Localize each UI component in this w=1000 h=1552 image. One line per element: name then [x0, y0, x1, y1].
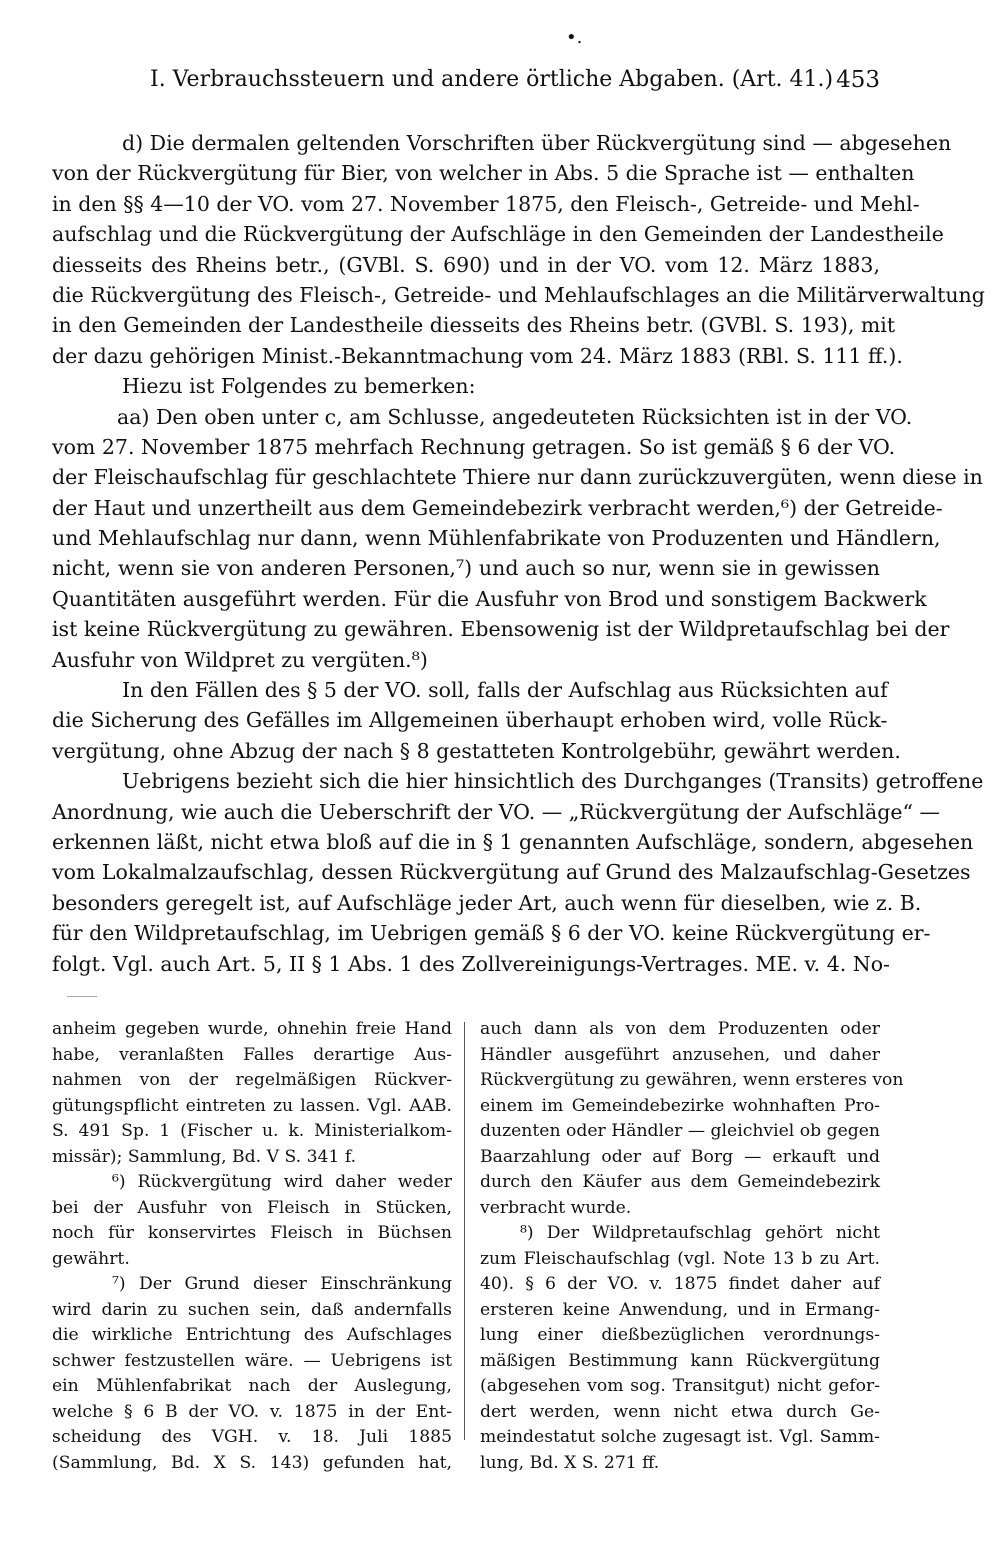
footnote-line: (Sammlung, Bd. X S. 143) gefunden hat, — [52, 1452, 452, 1473]
body-line: der Haut und unzertheilt aus dem Gemeindebezirk verbracht werden,⁶) der Getreide- — [52, 495, 943, 520]
body-line: für den Wildpretaufschlag, im Uebrigen gemäß § 6 der VO. keine Rückvergütung er- — [52, 921, 931, 946]
body-line: besonders geregelt ist, auf Aufschläge jeder Art, auch wenn für dieselben, wie z. B. — [52, 890, 922, 915]
body-line: Uebrigens bezieht sich die hier hinsichtlich des Durchganges (Transits) getroffene — [122, 769, 984, 794]
body-line: von der Rückvergütung für Bier, von welcher in Abs. 5 die Sprache ist — enthalten — [52, 161, 915, 186]
body-line: und Mehlaufschlag nur dann, wenn Mühlenfabrikate von Produzenten und Händlern, — [52, 526, 941, 551]
body-line: Quantitäten ausgeführt werden. Für die Ausfuhr von Brod und sonstigem Backwerk — [52, 586, 927, 611]
footnote-line: auch dann als von dem Produzenten oder — [480, 1019, 880, 1039]
body-line: In den Fällen des § 5 der VO. soll, falls der Aufschlag aus Rücksichten auf — [122, 678, 888, 703]
footnote-line: habe, veranlaßten Falles derartige Aus- — [52, 1044, 452, 1065]
footnote-line: die wirkliche Entrichtung des Aufschlages — [52, 1325, 452, 1345]
footnote-line: ⁸) Der Wildpretaufschlag gehört nicht — [520, 1223, 880, 1243]
footnote-line: meindestatut solche zugesagt ist. Vgl. Samm- — [480, 1427, 880, 1447]
body-line: nicht, wenn sie von anderen Personen,⁷) und auch so nur, wenn sie in gewissen — [52, 556, 880, 581]
body-line: in den Gemeinden der Landestheile diesseits des Rheins betr. (GVBl. S. 193), mit — [52, 313, 896, 338]
footnote-line: dert werden, wenn nicht etwa durch Ge- — [480, 1401, 880, 1422]
footnote-line: (abgesehen vom sog. Transitgut) nicht gefor- — [480, 1376, 880, 1396]
footnote-line: zum Fleischaufschlag (vgl. Note 13 b zu Art. — [480, 1248, 880, 1269]
footnote-line: Rückvergütung zu gewähren, wenn ersteres von — [480, 1070, 904, 1090]
footnote-line: ersteren keine Anwendung, und in Ermang- — [480, 1299, 880, 1320]
body-line: die Sicherung des Gefälles im Allgemeinen überhaupt erhoben wird, volle Rück- — [52, 708, 888, 733]
body-line: erkennen läßt, nicht etwa bloß auf die in § 1 genannten Aufschläge, sondern, abgesehen — [52, 829, 974, 854]
footnote-line: lung einer dießbezüglichen verordnungs- — [480, 1325, 880, 1345]
footnote-line: wird darin zu suchen sein, daß andernfalls — [52, 1299, 452, 1320]
footnote-line: missär); Sammlung, Bd. V S. 341 f. — [52, 1146, 357, 1167]
footnote-line: einem im Gemeindebezirke wohnhaften Pro- — [480, 1095, 880, 1116]
body-line: der Fleischaufschlag für geschlachtete Thiere nur dann zurückzuvergüten, wenn diese in — [52, 465, 983, 490]
footnote-line: durch den Käufer aus dem Gemeindebezirk — [480, 1172, 880, 1192]
footnote-line: S. 491 Sp. 1 (Fischer u. k. Ministerialkom- — [52, 1121, 452, 1141]
running-header — [150, 62, 880, 98]
header-title: I. Verbrauchssteuern und andere örtliche Abgaben. (Art. 41.) — [150, 67, 834, 92]
footnote-line: schwer festzustellen wäre. — Uebrigens ist — [52, 1350, 452, 1371]
footnote-line: ⁷) Der Grund dieser Einschränkung — [112, 1274, 452, 1294]
body-line: die Rückvergütung des Fleisch-, Getreide- und Mehlaufschlages an die Militärverwaltung — [52, 282, 985, 307]
body-line: in den §§ 4—10 der VO. vom 27. November 1875, den Fleisch-, Getreide- und Mehl- — [52, 191, 920, 216]
footnote-line: welche § 6 B der VO. v. 1875 in der Ent- — [52, 1401, 452, 1422]
page-number: 453 — [836, 67, 880, 93]
body-line: Ausfuhr von Wildpret zu vergüten.⁸) — [52, 647, 428, 672]
top-mark: •. — [566, 27, 583, 48]
footnote-line: ein Mühlenfabrikat nach der Auslegung, — [52, 1376, 452, 1396]
body-line: Anordnung, wie auch die Ueberschrift der VO. — „Rückvergütung der Aufschläge“ — — [52, 799, 940, 824]
footnote-line: ⁶) Rückvergütung wird daher weder — [112, 1172, 452, 1192]
body-line: diesseits des Rheins betr., (GVBl. S. 690) und in der VO. vom 12. März 1883, — [52, 252, 880, 277]
body-line: ist keine Rückvergütung zu gewähren. Ebensowenig ist der Wildpretaufschlag bei der — [52, 617, 950, 642]
body-line: aa) Den oben unter c, am Schlusse, angedeuteten Rücksichten ist in der VO. — [117, 404, 913, 429]
body-line: folgt. Vgl. auch Art. 5, II § 1 Abs. 1 des Zollvereinigungs-Vertrages. ME. v. 4. No- — [52, 951, 890, 976]
footnote-line: gütungspflicht eintreten zu lassen. Vgl. AAB. — [52, 1095, 452, 1116]
body-line: d) Die dermalen geltenden Vorschriften über Rückvergütung sind — abgesehen — [122, 131, 952, 155]
footnote-line: lung, Bd. X S. 271 ff. — [480, 1452, 660, 1473]
footnote-line: anheim gegeben wurde, ohnehin freie Hand — [52, 1019, 452, 1039]
body-line: vergütung, ohne Abzug der nach § 8 gestatteten Kontrolgebühr, gewährt werden. — [52, 738, 901, 763]
footnotes-left-column — [52, 1017, 452, 1476]
body-line: vom Lokalmalzaufschlag, dessen Rückvergütung auf Grund des Malzaufschlag-Gesetzes — [52, 860, 971, 885]
footnote-line: noch für konservirtes Fleisch in Büchsen — [52, 1223, 452, 1243]
footnote-line: nahmen von der regelmäßigen Rückver- — [52, 1070, 452, 1090]
body-line: der dazu gehörigen Minist.-Bekanntmachung vom 24. März 1883 (RBl. S. 111 ff.). — [52, 343, 903, 368]
footnote-line: mäßigen Bestimmung kann Rückvergütung — [480, 1350, 880, 1371]
body-line: vom 27. November 1875 mehrfach Rechnung getragen. So ist gemäß § 6 der VO. — [52, 434, 896, 459]
footnote-line: duzenten oder Händler — gleichviel ob gegen — [480, 1121, 880, 1141]
body-line: Hiezu ist Folgendes zu bemerken: — [122, 374, 476, 399]
footnote-line: 40). § 6 der VO. v. 1875 findet daher auf — [480, 1274, 880, 1294]
footnote-separator — [52, 996, 112, 997]
footnote-line: bei der Ausfuhr von Fleisch in Stücken, — [52, 1197, 452, 1218]
footnote-line: Baarzahlung oder auf Borg — erkauft und — [480, 1146, 880, 1167]
column-divider — [464, 1022, 465, 1440]
footnote-line: verbracht wurde. — [480, 1197, 632, 1218]
main-text — [52, 128, 985, 979]
body-line: aufschlag und die Rückvergütung der Aufschläge in den Gemeinden der Landestheile — [52, 222, 944, 247]
footnotes-right-column — [480, 1017, 904, 1476]
footnote-line: Händler ausgeführt anzusehen, und daher — [480, 1044, 880, 1065]
footnote-line: gewährt. — [52, 1248, 130, 1269]
footnote-line: scheidung des VGH. v. 18. Juli 1885 — [52, 1427, 452, 1447]
